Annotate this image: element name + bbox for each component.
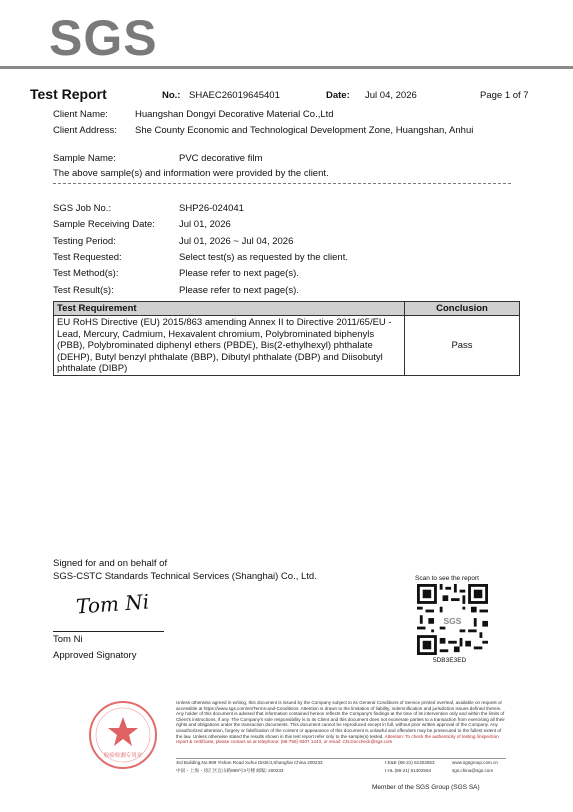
test-requirement-table (53, 301, 520, 376)
date-value: Jul 04, 2026 (365, 90, 417, 101)
testing-period-value: Jul 01, 2026 ~ Jul 04, 2026 (179, 236, 294, 247)
client-address-label: Client Address: (53, 125, 117, 136)
website-link[interactable]: www.sgsgroup.com.cn (452, 760, 498, 765)
testing-period-label: Testing Period: (53, 236, 116, 247)
test-requested-label: Test Requested: (53, 252, 122, 263)
sample-name-label: Sample Name: (53, 153, 116, 164)
table-header-row (54, 302, 520, 316)
column-header-conclusion: Conclusion (405, 302, 520, 316)
authenticity-notice[interactable]: Attention: To check the authenticity of testing /inspection report & certificate, please contact us at telephone: (86-755) 8307 1443, or email: CN.Doccheck@sgs.com (176, 733, 499, 745)
date-label: Date: (326, 90, 350, 101)
footer-divider (176, 758, 506, 759)
signature-line (53, 631, 164, 632)
column-header-requirement: Test Requirement (54, 302, 405, 316)
conclusion-cell: Pass (405, 316, 520, 376)
job-no-value: SHP26-024041 (179, 203, 244, 214)
receiving-date-label: Sample Receiving Date: (53, 219, 155, 230)
test-methods-label: Test Method(s): (53, 268, 119, 279)
qr-center-text: SGS (443, 615, 462, 626)
page-title: Test Report (30, 86, 107, 102)
signatory-name: Tom Ni (53, 634, 83, 645)
test-results-label: Test Result(s): (53, 285, 114, 296)
table-row (54, 316, 520, 376)
company-name: SGS-CSTC Standards Technical Services (Shanghai) Co., Ltd. (53, 571, 317, 582)
signed-behalf-line: Signed for and on behalf of (53, 558, 168, 569)
header-divider (0, 66, 573, 69)
terms-paragraph: Unless otherwise agreed in writing, this document is issued by the Company subject to its General Conditions of Service printed overleaf, available on request or accessible at https://www.sgs.com/en/Terms-and-Conditions. Attention is drawn to the limitation of liability, indemnification and jurisdiction issues defined therein. Any holder of this document is advised that information contained hereon reflects the Company's findings at the time of its intervention only and within the limits of Client's instructions, if any. The Company's sole responsibility is to its Client and this document does not exonerate parties to a transaction from exercising all their rights and obligations under the transaction documents. This document cannot be reproduced except in full, without prior written approval of the Company. Any unauthorized alteration, forgery or falsification of the content or appearance of this document is unlawful and offenders may be prosecuted to the fullest extent of the law. Unless otherwise stated the results shown in this test report refer only to the sample(s) tested. (176, 700, 505, 739)
signatory-title: Approved Signatory (53, 650, 137, 661)
qr-caption: Scan to see the report (415, 575, 479, 582)
sgs-logo: SGS (49, 10, 158, 66)
client-name-label: Client Name: (53, 109, 108, 120)
page-number: Page 1 of 7 (480, 90, 529, 101)
seal-center-text: 检验检测专用章 (103, 753, 143, 759)
client-address-value: She County Economic and Technological Development Zone, Huangshan, Anhui (135, 125, 474, 136)
address-chinese: 中国・上海・徐汇区宜山路889号3号楼 邮编: 200233 (176, 768, 284, 773)
qr-code-icon[interactable] (417, 584, 488, 655)
terms-text (176, 700, 506, 745)
telephone-chinese: t HL (86-21) 61402594 (385, 768, 432, 773)
qr-code-text: 5DB3E3ED (433, 657, 467, 664)
client-name-value: Huangshan Dongyi Decorative Material Co.,Ltd (135, 109, 334, 120)
test-results-value: Please refer to next page(s). (179, 285, 299, 296)
official-seal-icon (88, 700, 158, 770)
sgs-group-member-note: Member of the SGS Group (SGS SA) (372, 784, 480, 791)
requirement-cell: EU RoHS Directive (EU) 2015/863 amending Annex II to Directive 2011/65/EU - Lead, Mercury, Cadmium, Hexavalent chromium, Polybrominated biphenyls (PBB), Polybrominated diphenyl ethers (PBDE), Bis(2-ethylhexyl) phthalate (DEHP), Butyl benzyl phthalate (BBP), Dibutyl phthalate (DBP) and Diisobutyl phthalate (DIBP) (54, 316, 405, 376)
email-link[interactable]: sgs.china@sgs.com (452, 768, 494, 773)
dashed-divider (53, 183, 511, 184)
handwritten-signature: Tom Ni (75, 589, 150, 619)
test-methods-value: Please refer to next page(s). (179, 268, 299, 279)
receiving-date-value: Jul 01, 2026 (179, 219, 231, 230)
test-requested-value: Select test(s) as requested by the client. (179, 252, 348, 263)
report-no-value: SHAEC26019645401 (189, 90, 280, 101)
report-no-label: No.: (162, 90, 181, 101)
job-no-label: SGS Job No.: (53, 203, 112, 214)
sample-note: The above sample(s) and information were provided by the client. (53, 168, 329, 179)
address-english: 3rd Building,No.889 Yishan Road Xuhui District,Shanghai China 200233 (176, 760, 323, 765)
telephone-english: t E&E (86-21) 61402553 (385, 760, 435, 765)
sample-name-value: PVC decorative film (179, 153, 263, 164)
